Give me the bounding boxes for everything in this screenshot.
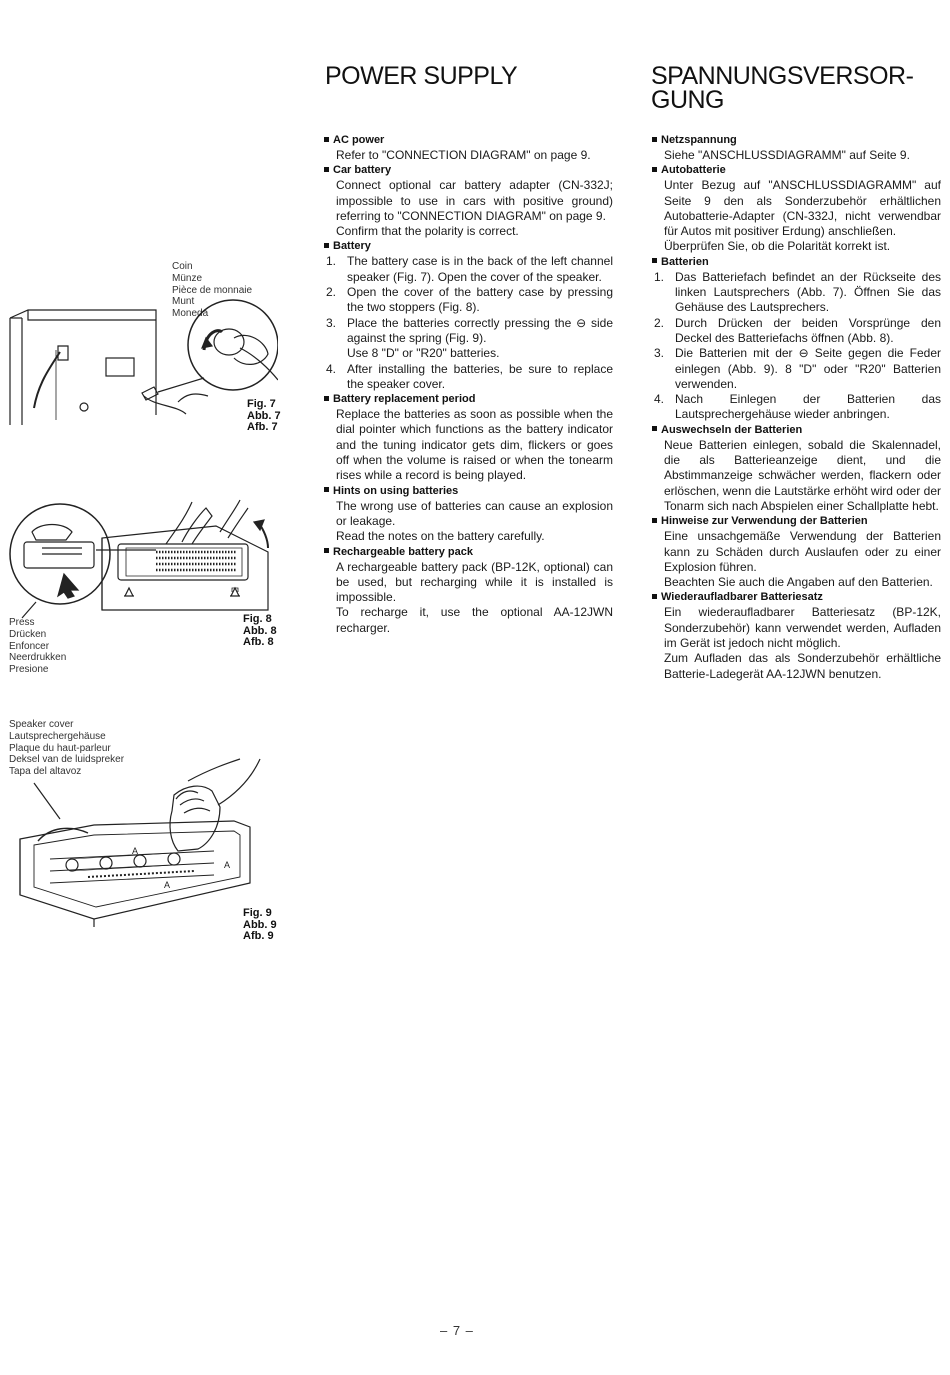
batterien-steps <box>651 270 941 423</box>
battery-steps <box>323 254 613 392</box>
bullet-square-icon <box>324 487 329 492</box>
fig9-callout-line: Deksel van de luidspreker <box>9 754 125 766</box>
fig9-labels <box>243 908 277 943</box>
ac-power-text: Refer to "CONNECTION DIAGRAM" on page 9. <box>336 148 591 162</box>
replacement-text: Replace the batteries as soon as possible when the dial pointer which functions as the battery indicator and the tuning indicator gets dim, flickers or goes off when the volume is raised or when the tonearm rises while a record is being played. <box>336 407 613 483</box>
svg-text:A: A <box>164 880 171 890</box>
hinweise-text-2: Beachten Sie auch die Angaben auf den Batterien. <box>664 575 933 590</box>
section-heading-hinweise: Hinweise zur Verwendung der Batterien <box>651 514 941 529</box>
fig9-callout-line: Tapa del altavoz <box>9 766 82 778</box>
auswechseln-text: Neue Batterien einlegen, sobald die Skalennadel, die als Batterieanzeige dient, und die Abstimmanzeige schwächer werden, flackern oder erlöschen, wenn die Lautstärke erhöht wird oder der Tonarm sich nach Abspielen einer Schallplatte hebt. <box>664 437 941 513</box>
fig7-labels <box>247 399 281 434</box>
fig7-callout-line: Pièce de monnaie <box>172 284 253 296</box>
section-heading-replacement: Battery replacement period <box>323 392 613 407</box>
hinweise-text: Eine unsachgemäße Verwendung der Batterien kann zu Schäden durch Auslaufen oder zu einer Explosion führen. <box>664 529 941 574</box>
section-heading-auswechseln: Auswechseln der Batterien <box>651 423 941 438</box>
fig9-callout-line: Lautsprechergehäuse <box>9 730 106 742</box>
german-column <box>651 133 941 682</box>
rechargeable-text: A rechargeable battery pack (BP-12K, optional) can be used, but recharging while it is installed is impossible. <box>336 559 613 605</box>
fig9-callout-line: Speaker cover <box>9 719 74 730</box>
fig7-label: Fig. 7 <box>247 398 276 410</box>
section-heading-battery: Battery <box>323 239 613 254</box>
section-heading-wiederaufladbar: Wiederaufladbarer Batteriesatz <box>651 590 941 605</box>
svg-text:A: A <box>224 860 231 870</box>
fig7-callout-line: Munt <box>172 296 195 308</box>
bullet-square-icon <box>324 396 329 401</box>
fig8-label: Afb. 8 <box>243 636 274 648</box>
section-heading-autobatterie: Autobatterie <box>651 163 941 178</box>
section-heading-ac-power: AC power <box>323 133 613 148</box>
autobatterie-text: Unter Bezug auf "ANSCHLUSSDIAGRAMM" auf Seite 9 den als Sonderzubehör erhältlichen Autobatterie-Adapter (CN-332J, nicht verwendbar für Autos mit positiver Erdung) anschließen. <box>664 178 941 239</box>
list-item: 2. Durch Drücken der beiden Vorsprünge den Deckel des Batteriefachs öffnen (Abb. 8). <box>654 315 941 345</box>
list-item: 1. Das Batteriefach befindet an der Rückseite des linken Lautsprechers (Abb. 7). Öffnen Sie das Gehäuse des Lautsprechers. <box>654 269 941 315</box>
heading-spannungsversorgung <box>651 64 941 112</box>
bullet-square-icon <box>652 594 657 599</box>
fig8-label: Abb. 8 <box>243 624 277 637</box>
hints-text-2: Read the notes on the battery carefully. <box>336 529 545 544</box>
heading-de-line1: SPANNUNGSVERSOR- <box>651 62 914 90</box>
bullet-square-icon <box>324 137 329 142</box>
english-column <box>323 133 613 636</box>
fig9-label: Afb. 9 <box>243 930 274 942</box>
list-item: 4. Nach Einlegen der Batterien das Lautsprechergehäuse wieder anbringen. <box>654 392 941 422</box>
fig8-callout-line: Presione <box>9 664 49 676</box>
bullet-square-icon <box>652 258 657 263</box>
fig8-labels <box>243 614 277 649</box>
fig9-battery-insertion-illustration <box>14 755 270 927</box>
section-heading-batterien: Batterien <box>651 255 941 270</box>
fig8-callout-line: Enfoncer <box>9 640 50 652</box>
list-item: 1. The battery case is in the back of the left channel speaker (Fig. 7). Open the cover of the speaker. <box>326 254 613 284</box>
fig7-callout-line: Münze <box>172 272 203 284</box>
section-heading-car-battery: Car battery <box>323 163 613 178</box>
section-heading-rechargeable: Rechargeable battery pack <box>323 545 613 560</box>
fig8-callout-line: Press <box>9 617 35 628</box>
heading-power-supply: POWER SUPPLY <box>325 62 518 90</box>
fig9-callout-line: Plaque du haut-parleur <box>9 742 111 754</box>
fig9-label: Fig. 9 <box>243 907 272 919</box>
autobatterie-text-2: Überprüfen Sie, ob die Polarität korrekt ist. <box>664 239 891 254</box>
section-heading-netzspannung: Netzspannung <box>651 133 941 148</box>
car-battery-text-2: Confirm that the polarity is correct. <box>336 224 519 239</box>
heading-de-line2: GUNG <box>651 86 724 114</box>
fig7-callout-line: Coin <box>172 261 193 272</box>
list-item: 2. Open the cover of the battery case by pressing the two stoppers (Fig. 8). <box>326 285 613 315</box>
bullet-square-icon <box>652 167 657 172</box>
bullet-square-icon <box>324 167 329 172</box>
fig9-label: Abb. 9 <box>243 918 277 931</box>
fig8-callout <box>9 617 66 676</box>
svg-text:A: A <box>132 846 139 856</box>
bullet-square-icon <box>652 137 657 142</box>
fig8-callout-line: Neerdrukken <box>9 652 67 664</box>
hints-text: The wrong use of batteries can cause an explosion or leakage. <box>336 498 613 528</box>
bullet-square-icon <box>652 426 657 431</box>
fig7-callout-line: Moneda <box>172 308 209 320</box>
list-item: 4. After installing the batteries, be sure to replace the speaker cover. <box>326 361 613 391</box>
car-battery-text: Connect optional car battery adapter (CN-332J; impossible to use in cars with positive ground) referring to "CONNECTION DIAGRAM" on page 9. <box>336 178 613 223</box>
list-item: 3. Place the batteries correctly pressing the ⊖ side against the spring (Fig. 9). Use 8 "D" or "R20" batteries. <box>326 315 613 361</box>
fig8-battery-compartment-illustration <box>6 492 278 624</box>
bullet-square-icon <box>324 243 329 248</box>
fig8-callout-line: Drücken <box>9 628 47 640</box>
list-item: 3. Die Batterien mit der ⊖ Seite gegen die Feder einlegen (Abb. 9). 8 "D" oder "R20" Batterien verwenden. <box>654 346 941 391</box>
rechargeable-text-2: To recharge it, use the optional AA-12JWN recharger. <box>336 605 613 635</box>
fig8-label: Fig. 8 <box>243 613 272 625</box>
wiederaufladbar-text-2: Zum Aufladen das als Sonderzubehör erhältliche Batterie-Ladegerät AA-12JWN benutzen. <box>664 651 941 681</box>
netzspannung-text: Siehe "ANSCHLUSSDIAGRAMM" auf Seite 9. <box>664 148 910 162</box>
fig7-speaker-back-illustration <box>8 290 278 430</box>
bullet-square-icon <box>652 518 657 523</box>
page-number: – 7 – <box>440 1323 474 1338</box>
fig7-label: Abb. 7 <box>247 409 281 422</box>
fig7-label: Afb. 7 <box>247 421 278 433</box>
section-heading-hints: Hints on using batteries <box>323 484 613 499</box>
bullet-square-icon <box>324 548 329 553</box>
wiederaufladbar-text: Ein wiederaufladbarer Batteriesatz (BP-12K, Sonderzubehör) kann verwendet werden, Aufladen im Gerät ist jedoch nicht möglich. <box>664 605 941 651</box>
